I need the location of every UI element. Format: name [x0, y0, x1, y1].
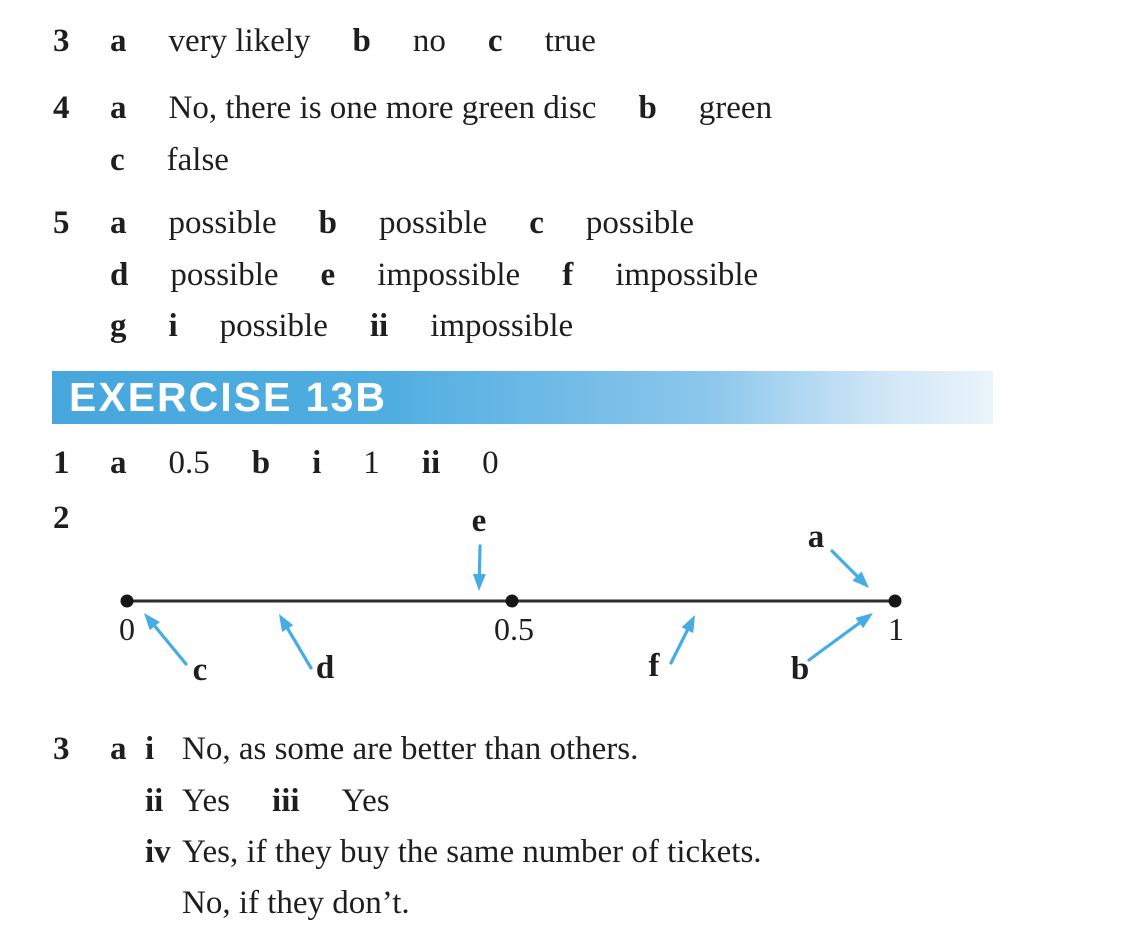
- arrow-head-icon: [852, 571, 869, 588]
- question-number: 3: [53, 23, 70, 59]
- answer-part-letter: b: [352, 23, 371, 59]
- answer-text: true: [544, 23, 596, 59]
- tick-label-0: 0: [119, 611, 135, 647]
- pointer-arrow-d: [279, 614, 311, 668]
- answer-text: 1: [363, 445, 380, 481]
- answer-part-letter: b: [251, 445, 271, 481]
- answer-part-letter: a: [110, 90, 127, 126]
- arrow-shaft: [809, 620, 863, 660]
- pointer-arrow-a: [832, 551, 869, 588]
- answer-line: [53, 141, 229, 180]
- answer-part-letter: a: [110, 205, 127, 241]
- answer-part-letter: d: [110, 257, 129, 293]
- tick-label-1: 1: [888, 611, 904, 647]
- pointer-arrow-c: [144, 613, 186, 664]
- answer-part-letter: a: [110, 23, 127, 59]
- arrow-shaft: [479, 546, 480, 579]
- arrow-head-icon: [279, 614, 293, 632]
- arrow-shaft: [832, 551, 861, 580]
- line-dot: [121, 595, 134, 608]
- pointer-arrow-e: [473, 546, 486, 591]
- answer-text: impossible: [615, 257, 759, 293]
- answer-line: [53, 782, 390, 821]
- question-number: 3: [53, 731, 70, 767]
- answer-part-letter: i: [168, 308, 178, 344]
- answer-line: [53, 204, 694, 243]
- answer-text: 0: [482, 445, 499, 481]
- arrow-shaft: [285, 624, 311, 668]
- arrow-label-b: b: [790, 651, 810, 687]
- answer-text: possible: [168, 205, 277, 241]
- arrow-head-icon: [855, 613, 873, 628]
- answer-line: [53, 22, 596, 61]
- answer-line: [53, 307, 573, 346]
- answer-line: [53, 833, 762, 872]
- answer-text: Yes: [341, 783, 390, 819]
- answer-part-letter: iii: [272, 783, 300, 819]
- answer-part-letter: a: [110, 731, 127, 767]
- answer-text: possible: [379, 205, 488, 241]
- arrow-head-icon: [473, 574, 486, 591]
- line-dot: [889, 595, 902, 608]
- roman-numeral: ii: [145, 783, 164, 819]
- answer-part-letter: i: [312, 445, 322, 481]
- answer-text: 0.5: [168, 445, 210, 481]
- answer-text: possible: [219, 308, 328, 344]
- answer-part-letter: c: [529, 205, 544, 241]
- arrow-label-d: d: [315, 650, 335, 686]
- answer-part-letter: a: [110, 445, 127, 481]
- answer-part-letter: ii: [421, 445, 441, 481]
- answer-line: [53, 256, 758, 295]
- answer-text: Yes, if they buy the same number of tickets.: [182, 834, 762, 870]
- answer-text: Yes: [182, 783, 231, 819]
- tick-label-0.5: 0.5: [494, 611, 534, 647]
- roman-numeral: iv: [145, 834, 171, 870]
- answer-text: No, there is one more green disc: [168, 90, 597, 126]
- answer-text: possible: [170, 257, 279, 293]
- answer-text: impossible: [430, 308, 574, 344]
- answer-text: very likely: [168, 23, 311, 59]
- answer-part-letter: e: [320, 257, 336, 293]
- answer-text: impossible: [377, 257, 521, 293]
- answer-part-letter: b: [318, 205, 338, 241]
- arrow-shaft: [152, 622, 186, 664]
- answer-text: false: [166, 142, 229, 178]
- answer-line: [53, 444, 499, 483]
- answer-text: green: [698, 90, 773, 126]
- arrow-label-a: a: [807, 519, 825, 555]
- answer-part-letter: ii: [369, 308, 389, 344]
- pointer-arrow-f: [671, 615, 695, 663]
- arrow-label-f: f: [648, 648, 660, 684]
- question-number: 1: [53, 445, 70, 481]
- answer-text: no: [412, 23, 446, 59]
- arrow-head-icon: [682, 615, 695, 633]
- answer-part-letter: g: [110, 308, 127, 344]
- answer-line: [53, 884, 410, 923]
- pointer-arrow-b: [809, 613, 873, 660]
- arrow-label-c: c: [192, 652, 208, 688]
- answer-part-letter: c: [110, 142, 125, 178]
- question-number: 4: [53, 90, 70, 126]
- answer-text: No, as some are better than others.: [182, 731, 639, 767]
- roman-numeral: i: [145, 731, 155, 767]
- answer-text: possible: [585, 205, 695, 241]
- answer-line: [53, 89, 772, 128]
- answer-line: [53, 499, 110, 538]
- exercise-header-bar: [52, 371, 993, 424]
- answer-part-letter: f: [562, 257, 574, 293]
- question-number: 5: [53, 205, 70, 241]
- arrow-label-e: e: [471, 503, 487, 539]
- question-number: 2: [53, 500, 70, 536]
- answer-line: [53, 730, 638, 769]
- exercise-header-title: EXERCISE 13B: [69, 374, 387, 420]
- answer-part-letter: b: [638, 90, 657, 126]
- answer-text: No, if they don’t.: [182, 885, 410, 921]
- line-dot: [506, 595, 519, 608]
- answer-part-letter: c: [487, 23, 503, 59]
- arrow-head-icon: [144, 613, 160, 630]
- arrow-shaft: [671, 626, 690, 663]
